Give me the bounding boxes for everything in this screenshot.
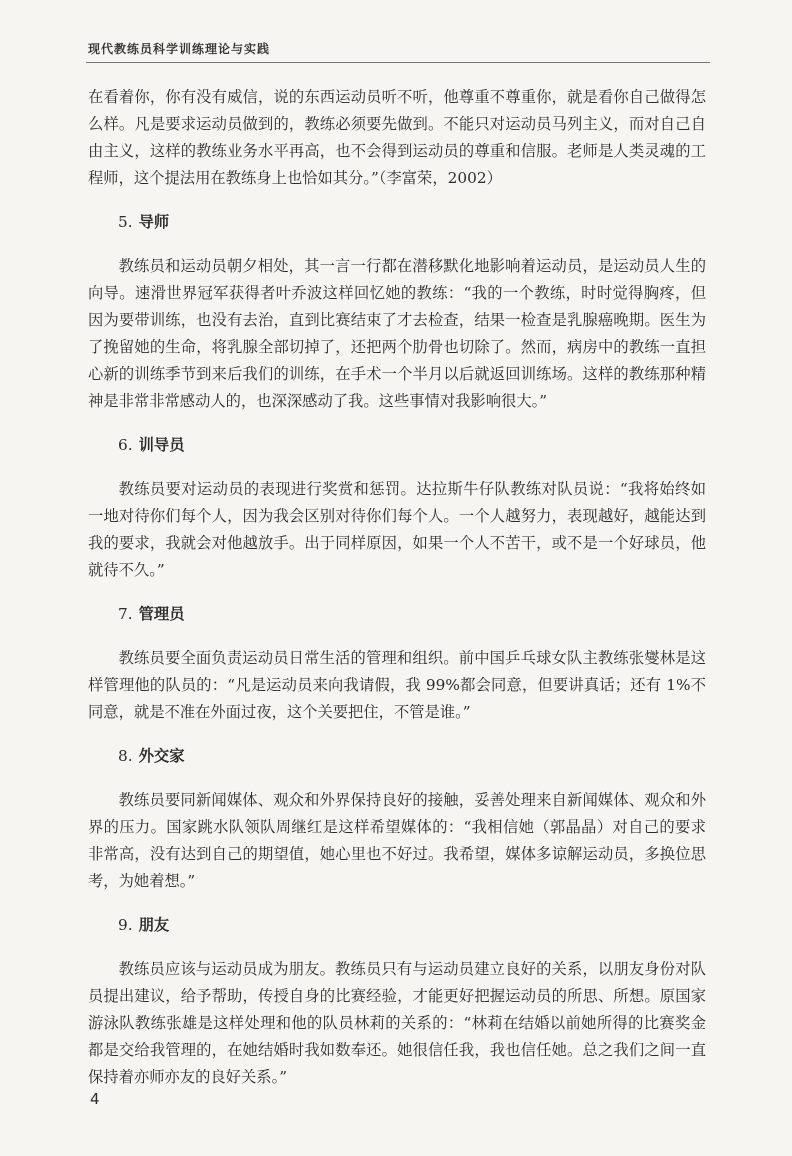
section-number: 8. <box>118 747 133 765</box>
section-title: 外交家 <box>138 747 185 765</box>
header-rule <box>86 62 710 63</box>
running-header: 现代教练员科学训练理论与实践 <box>88 42 271 56</box>
section-number: 7. <box>118 605 133 623</box>
section-title: 训导员 <box>138 436 185 454</box>
section-heading-7 <box>88 601 706 628</box>
section-title: 导师 <box>138 213 170 231</box>
section-heading-8 <box>88 743 706 770</box>
section-number: 6. <box>118 436 133 454</box>
section-title: 管理员 <box>138 605 185 623</box>
page-body <box>88 84 706 1091</box>
section-heading-6 <box>88 432 706 459</box>
section-title: 朋友 <box>138 916 170 934</box>
section-paragraph-7: 教练员要全面负责运动员日常生活的管理和组织。前中国乒乓球女队主教练张燮林是这样管理他的队员的：“凡是运动员来向我请假，我 99%都会同意，但要讲真话；还有 1%不同意，就是不准在外面过夜，这个关要把住，不管是谁。” <box>88 649 706 721</box>
section-paragraph-5: 教练员和运动员朝夕相处，其一言一行都在潜移默化地影响着运动员，是运动员人生的向导。速滑世界冠军获得者叶乔波这样回忆她的教练：“我的一个教练，时时觉得胸疼，但因为要带训练，也没有去治，直到比赛结束了才去检查，结果一检查是乳腺癌晚期。医生为了挽留她的生命，将乳腺全部切掉了，还把两个肋骨也切除了。然而，病房中的教练一直担心新的训练季节到来后我们的训练，在手术一个半月以后就返回训练场。这样的教练那种精神是非常非常感动人的，也深深感动了我。这些事情对我影响很大。” <box>88 257 706 410</box>
section-number: 5. <box>118 213 133 231</box>
section-paragraph-6: 教练员要对运动员的表现进行奖赏和惩罚。达拉斯牛仔队教练对队员说：“我将始终如一地对待你们每个人，因为我会区别对待你们每个人。一个人越努力，表现越好，越能达到我的要求，我就会对他越放手。出于同样原因，如果一个人不苦干，或不是一个好球员，他就待不久。” <box>88 480 706 579</box>
intro-paragraph: 在看着你，你有没有威信，说的东西运动员听不听，他尊重不尊重你，就是看你自己做得怎么样。凡是要求运动员做到的，教练必须要先做到。不能只对运动员马列主义，而对自己自由主义，这样的教练业务水平再高，也不会得到运动员的尊重和信服。老师是人类灵魂的工程师，这个提法用在教练身上也恰如其分。”（李富荣，2002） <box>88 88 706 187</box>
page-number: 4 <box>90 1090 100 1108</box>
section-paragraph-8: 教练员要同新闻媒体、观众和外界保持良好的接触，妥善处理来自新闻媒体、观众和外界的压力。国家跳水队领队周继红是这样希望媒体的：“我相信她（郭晶晶）对自己的要求非常高，没有达到自己的期望值，她心里也不好过。我希望，媒体多谅解运动员，多换位思考，为她着想。” <box>88 791 706 890</box>
section-heading-5 <box>88 209 706 236</box>
section-number: 9. <box>118 916 133 934</box>
section-paragraph-9: 教练员应该与运动员成为朋友。教练员只有与运动员建立良好的关系，以朋友身份对队员提出建议，给予帮助，传授自身的比赛经验，才能更好把握运动员的所思、所想。原国家游泳队教练张雄是这样处理和他的队员林莉的关系的：“林莉在结婚以前她所得的比赛奖金都是交给我管理的，在她结婚时我如数奉还。她很信任我，我也信任她。总之我们之间一直保持着亦师亦友的良好关系。” <box>88 960 706 1086</box>
section-heading-9 <box>88 912 706 939</box>
